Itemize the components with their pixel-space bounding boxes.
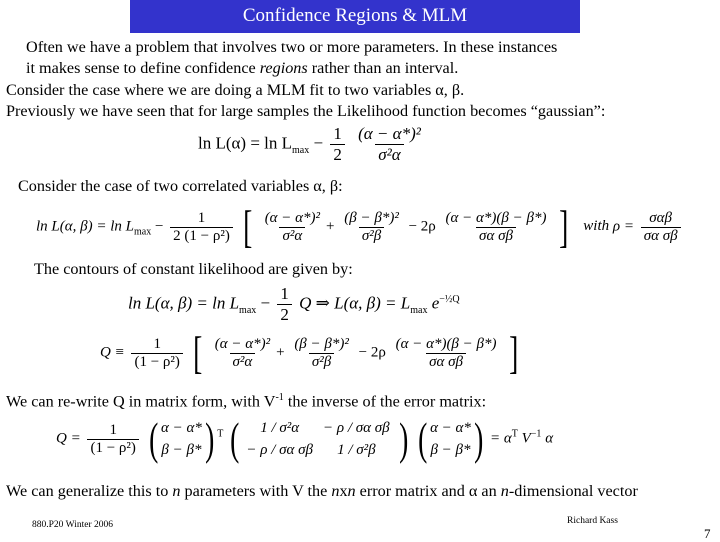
equation-1: $\ln L(\alpha) = \ln L_{max}$ − $\frac{1}{2}$ $\frac{\text{(α − α*)²}}{\text{σ²α}}$ <box>198 124 421 164</box>
footer-course: 880.P20 Winter 2006 <box>32 520 113 530</box>
equation-4: Q ≡ $\frac{1}{\text{(1 − ρ²)}}$ [ $\frac{\text{(α − α*)²}}{\text{σ²α}}$ + $\frac{\text{(β − β*)²}}{\text{σ²β}}$ − 2ρ $\frac{(\alpha - \alpha*)(\beta - \beta*)}{\text{σα σβ}}$ ] <box>100 327 519 378</box>
text-line-1: Often we have a problem that involves two or more parameters. In these instances <box>26 38 558 56</box>
text-line-4: Previously we have seen that for large samples the Likelihood function becomes “gaussian”: <box>6 102 606 120</box>
page-number: 7 <box>704 526 711 541</box>
slide-title: Confidence Regions & MLM <box>242 5 468 26</box>
text-line-6: The contours of constant likelihood are given by: <box>34 260 353 278</box>
text-line-7: We can re-write Q in matrix form, with $V^{-1}$ the inverse of the error matrix: <box>6 392 487 411</box>
text-line-8: We can generalize this to n parameters with V the nxn error matrix and α an n-dimensional vector <box>6 482 638 500</box>
equation-3: ln L(α, $\beta) = \ln L_{max}$ − $\frac{1}{2}$ Q ⇒ L(α, $\beta) = L_{max}$ $e^{-\frac{1}{2}Q}$ <box>128 284 460 324</box>
text-line-5: Consider the case of two correlated variables α, β: <box>18 177 343 195</box>
equation-2: ln L(α, $\beta) = \ln L_{max}$ − $\frac{1}{\text{2 (1 − ρ²)}}$ [ $\frac{\text{(α − α*)²}}{\text{σ²α}}$ + $\frac{\text{(β − β*)²}}{\text{σ²β}}$ − 2ρ $\frac{(\alpha - \alpha*)(\beta - \beta*)}{\text{σα σβ}}$ ] with ρ = $\frac{\text{σαβ}}{\text{σα σβ}}$ <box>36 204 684 250</box>
equation-5: Q = $\frac{1}{\text{(1 − ρ²)}}$ ( α − α* β − β* ) $^T$ ( 1 / σ²α − ρ / σα σβ − ρ / σα σβ 1 / σ²β ) ( α − α* β − β* ) = $\alpha^T$ $V^{-1}$ α <box>56 413 554 464</box>
footer-author: Richard Kass <box>567 516 618 526</box>
text-line-2: it makes sense to define confidence regions rather than an interval. <box>26 59 459 77</box>
text-line-3: Consider the case where we are doing a MLM fit to two variables α, β. <box>6 81 465 99</box>
